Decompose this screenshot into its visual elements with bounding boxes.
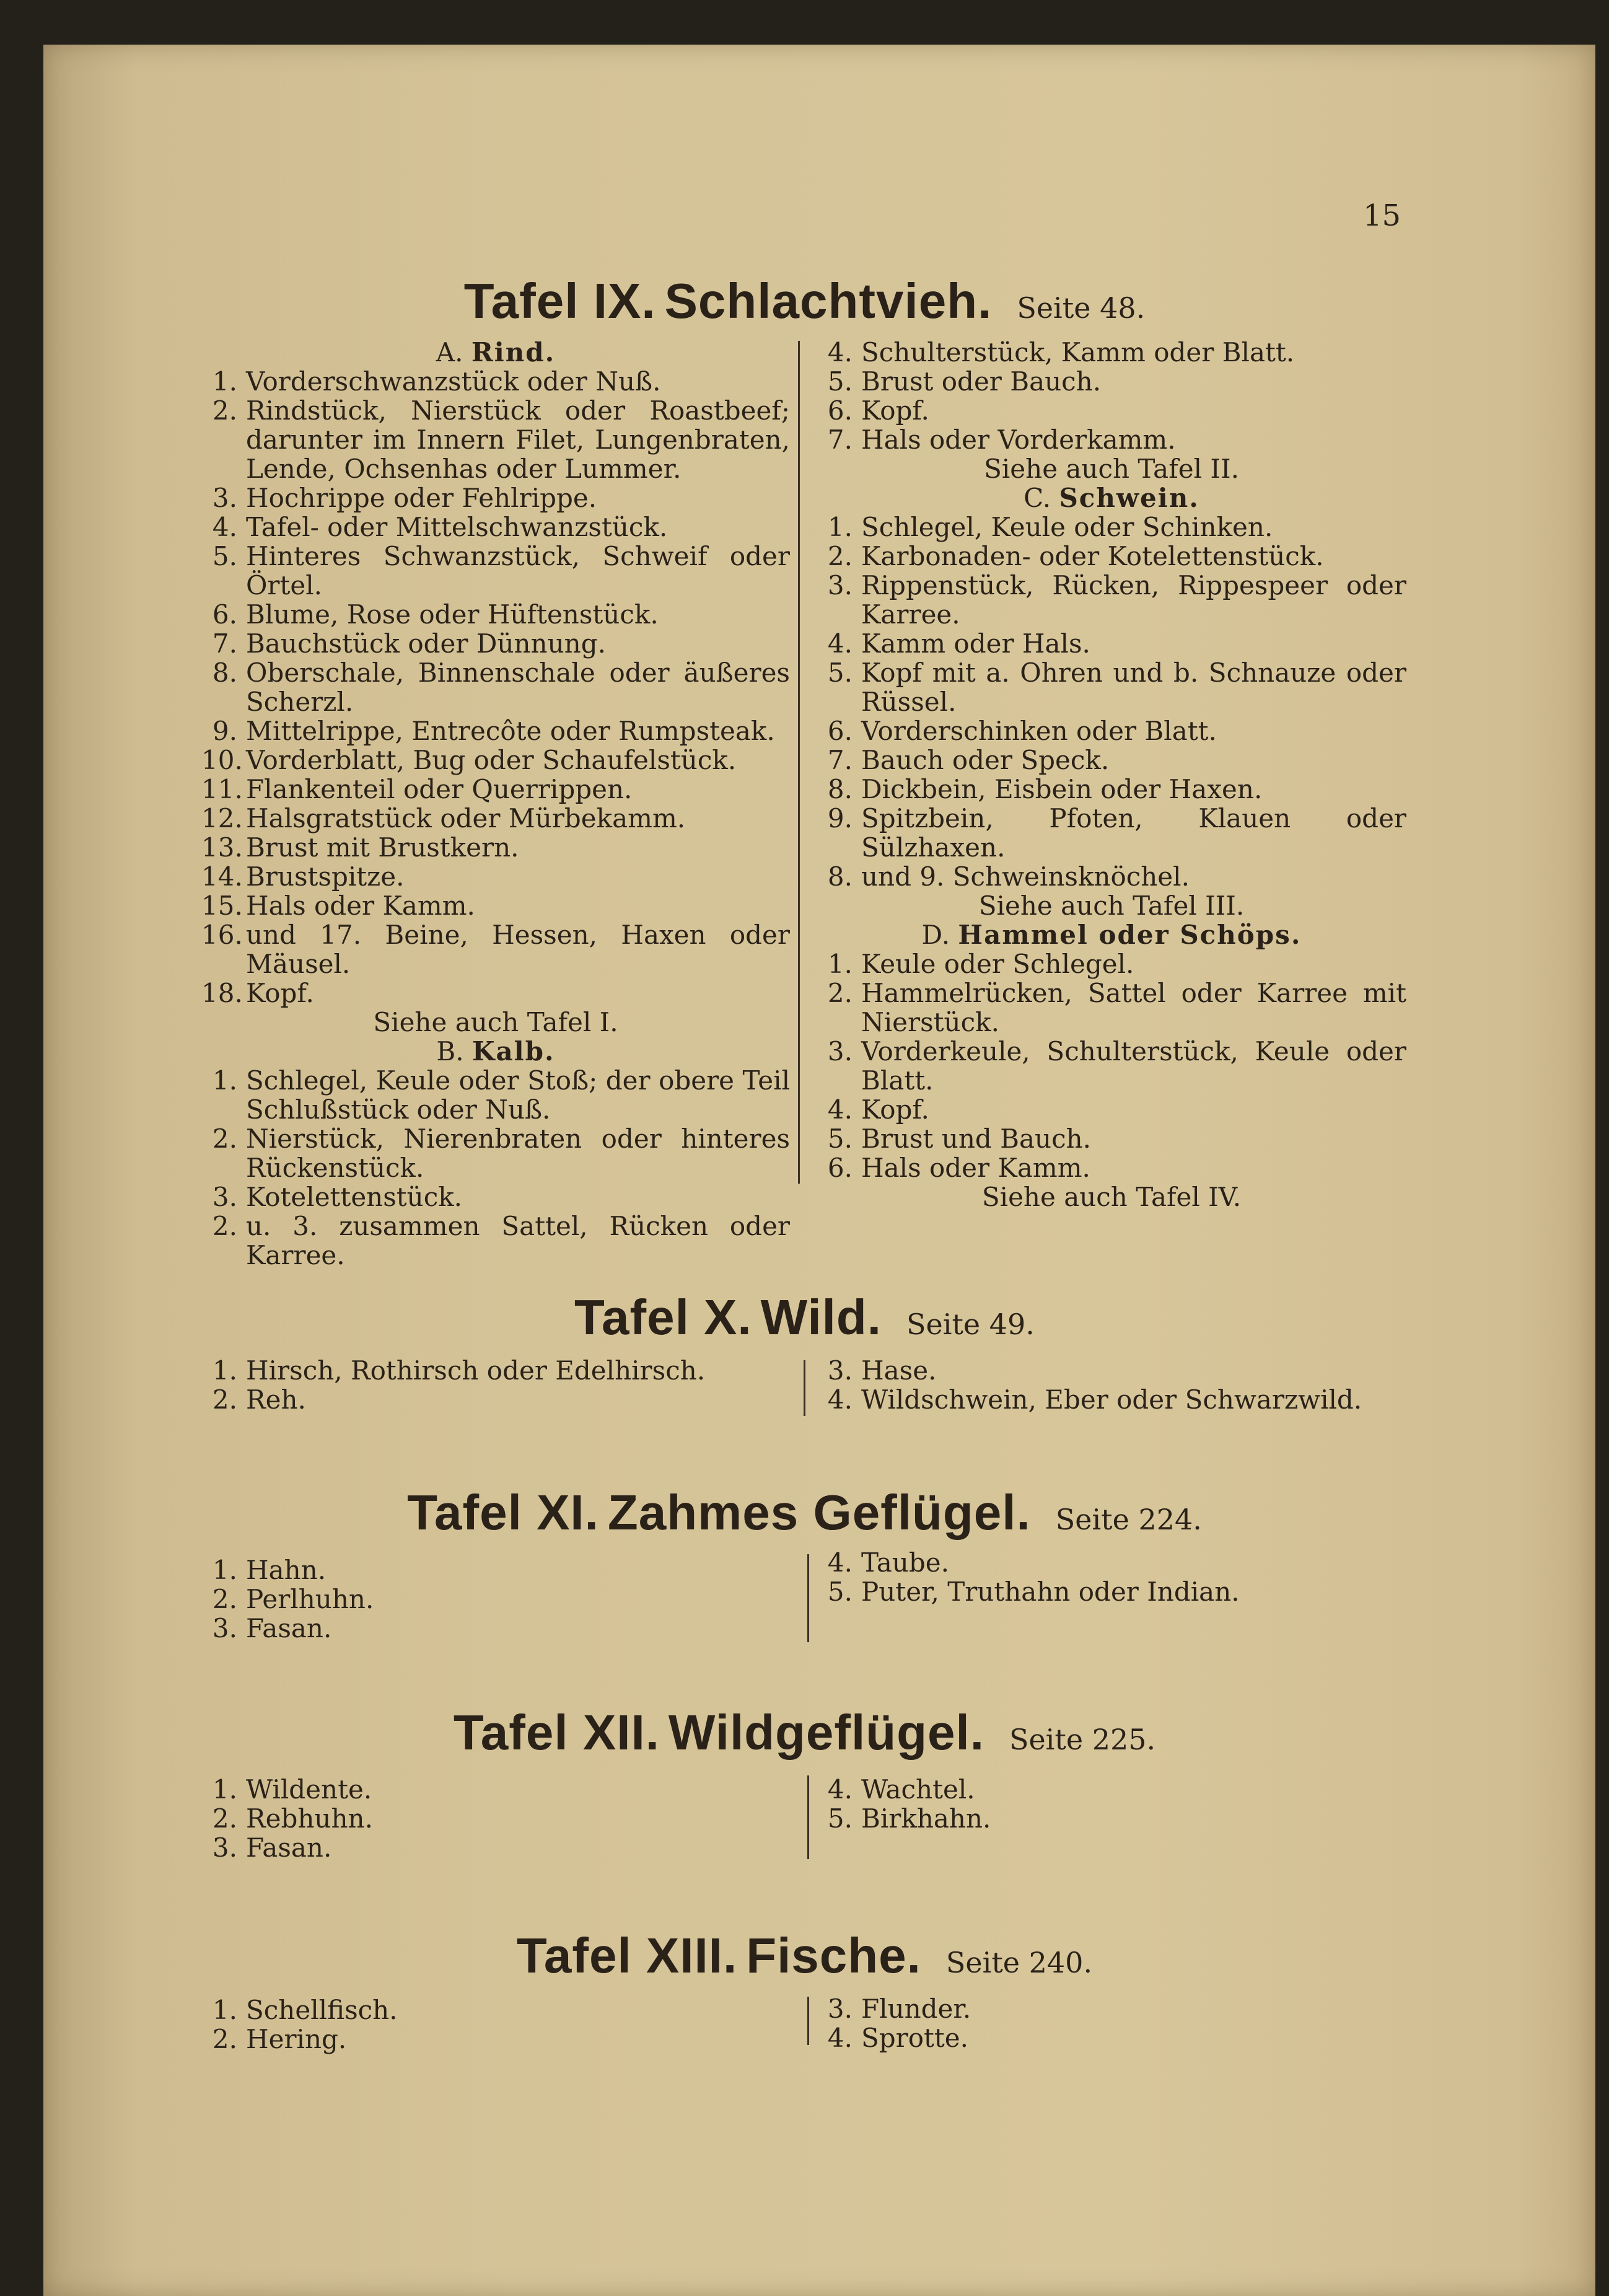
list-item <box>201 833 790 862</box>
list-item <box>817 2023 1436 2052</box>
tafel-name: Wildgeflügel. <box>668 1705 984 1760</box>
column-divider <box>807 1554 809 1642</box>
subsection-letter: B. <box>436 1036 464 1067</box>
item-number: 5. <box>827 1124 853 1154</box>
right-column <box>817 338 1406 1212</box>
column-divider <box>798 341 800 1184</box>
item-text: Fasan. <box>246 1613 332 1643</box>
list-item <box>817 1804 1436 1833</box>
subsection-letter: D. <box>921 920 950 950</box>
subsection-name: Rind. <box>471 337 556 367</box>
item-number: 2. <box>212 1803 237 1834</box>
item-text: Sprotte. <box>861 2023 968 2053</box>
item-text: Rippenstück, Rücken, Rippespeer oder Karree. <box>861 570 1406 630</box>
list-item <box>817 542 1406 571</box>
list-item <box>817 396 1406 425</box>
list-item <box>817 1994 1436 2023</box>
section-title <box>0 1927 1609 1984</box>
item-number: 2. <box>212 1584 237 1614</box>
right-column <box>817 1775 1436 1833</box>
item-text: Hochrippe oder Fehlrippe. <box>246 483 597 513</box>
list-item <box>201 1182 790 1212</box>
left-column <box>201 338 790 1270</box>
list-item <box>817 425 1406 454</box>
item-text: Birkhahn. <box>861 1803 991 1834</box>
item-text: und 9. Schweinsknöchel. <box>861 861 1190 892</box>
list-item <box>817 1095 1406 1124</box>
item-text: Vorderkeule, Schulterstück, Keule oder Blatt. <box>861 1036 1406 1096</box>
subsection-letter: C. <box>1024 483 1051 513</box>
item-text: Hase. <box>861 1355 937 1386</box>
item-text: Keule oder Schlegel. <box>861 949 1134 979</box>
subsection-name: Kalb. <box>471 1036 555 1067</box>
list-item <box>201 746 790 775</box>
item-number: 7. <box>827 424 853 455</box>
item-number: 2. <box>212 2024 237 2054</box>
item-text: Flankenteil oder Querrippen. <box>246 774 633 804</box>
tafel-name: Fische. <box>746 1928 921 1983</box>
item-text: Wachtel. <box>861 1774 975 1805</box>
item-text: Hals oder Vorderkamm. <box>861 424 1176 455</box>
item-number: 1. <box>212 1995 237 2025</box>
list-item <box>201 600 790 629</box>
page-number: 15 <box>1363 198 1401 233</box>
item-number: 2. <box>212 395 237 426</box>
list-item <box>817 338 1406 367</box>
item-number: 1. <box>212 1065 237 1096</box>
item-text: Kamm oder Hals. <box>861 628 1090 659</box>
item-number: 10. <box>201 745 243 775</box>
item-number: 5. <box>827 1577 853 1607</box>
item-number: 12. <box>201 803 243 834</box>
item-number: 3. <box>827 570 853 600</box>
list-item <box>201 775 790 804</box>
page-reference: Seite 48. <box>1017 291 1146 325</box>
item-text: Mittelrippe, Entrecôte oder Rumpsteak. <box>246 716 775 746</box>
item-number: 5. <box>827 658 853 688</box>
item-text: Hammelrücken, Sattel oder Karree mit Nierstück. <box>861 978 1406 1037</box>
see-also-reference: Siehe auch Tafel III. <box>978 891 1245 921</box>
subsection-heading <box>817 483 1406 512</box>
item-text: Oberschale, Binnenschale oder äußeres Scherzl. <box>246 658 790 717</box>
list-item <box>201 367 790 396</box>
tafel-name: Wild. <box>760 1290 882 1345</box>
right-column <box>817 1548 1436 1606</box>
page-reference: Seite 224. <box>1055 1503 1202 1536</box>
item-number: 8. <box>212 658 237 688</box>
list-item <box>201 1356 790 1385</box>
list-item <box>201 1614 790 1643</box>
list-item <box>201 512 790 542</box>
tafel-number: Tafel XI. <box>407 1485 599 1540</box>
item-number: 4. <box>827 1547 853 1578</box>
tafel-number: Tafel XIII. <box>516 1928 738 1983</box>
list-item <box>201 1555 790 1585</box>
item-text: Fasan. <box>246 1832 332 1863</box>
item-text: Bauch oder Speck. <box>861 745 1110 775</box>
list-item <box>201 483 790 512</box>
item-number: 7. <box>827 745 853 775</box>
column-divider <box>807 1997 809 2045</box>
item-text: Hals oder Kamm. <box>861 1153 1090 1183</box>
item-number: 1. <box>212 1555 237 1585</box>
item-text: Wildschwein, Eber oder Schwarzwild. <box>861 1384 1362 1415</box>
section-title <box>0 1484 1609 1541</box>
list-item <box>817 658 1406 716</box>
list-item <box>817 862 1406 891</box>
item-number: 8. <box>827 861 853 892</box>
item-number: 13. <box>201 832 243 863</box>
list-item <box>817 716 1406 746</box>
item-text: Kopf. <box>861 1094 929 1125</box>
list-item <box>817 1124 1406 1153</box>
item-number: 1. <box>827 512 853 542</box>
item-text: Reh. <box>246 1384 306 1415</box>
item-text: Kopf. <box>246 978 314 1008</box>
left-column <box>201 1775 790 1862</box>
item-text: Hering. <box>246 2024 347 2054</box>
list-item <box>201 891 790 920</box>
item-number: 16. <box>201 920 243 950</box>
list-item <box>817 1037 1406 1095</box>
list-item <box>817 746 1406 775</box>
list-item <box>817 775 1406 804</box>
tafel-number: Tafel XII. <box>453 1705 660 1760</box>
subsection-heading <box>201 1037 790 1066</box>
list-item <box>201 979 790 1008</box>
item-text: Hahn. <box>246 1555 327 1585</box>
item-number: 6. <box>827 716 853 746</box>
item-number: 1. <box>827 949 853 979</box>
list-item <box>817 1775 1436 1804</box>
item-text: Brust mit Brustkern. <box>246 832 519 863</box>
item-number: 2. <box>212 1384 237 1415</box>
item-text: Kopf. <box>861 395 929 426</box>
item-text: Dickbein, Eisbein oder Haxen. <box>861 774 1263 804</box>
subsection-name: Hammel oder Schöps. <box>958 920 1302 950</box>
item-text: Blume, Rose oder Hüftenstück. <box>246 599 659 630</box>
tafel-name: Schlachtvieh. <box>664 273 993 328</box>
item-number: 2. <box>212 1211 237 1241</box>
tafel-number: Tafel X. <box>574 1290 752 1345</box>
item-number: 4. <box>827 2023 853 2053</box>
list-item <box>201 1585 790 1614</box>
left-column <box>201 1356 790 1414</box>
tafel-name: Zahmes Geflügel. <box>607 1485 1031 1540</box>
list-item <box>817 571 1406 629</box>
item-text: Perlhuhn. <box>246 1584 374 1614</box>
item-number: 5. <box>827 1803 853 1834</box>
item-number: 1. <box>212 1355 237 1386</box>
item-text: Kotelettenstück. <box>246 1182 463 1212</box>
item-text: Puter, Truthahn oder Indian. <box>861 1577 1240 1607</box>
list-item <box>201 542 790 600</box>
item-number: 3. <box>212 1182 237 1212</box>
subsection-heading <box>817 920 1406 949</box>
item-number: 4. <box>827 1094 853 1125</box>
list-item <box>817 512 1406 542</box>
item-number: 4. <box>827 337 853 367</box>
right-column <box>817 1356 1436 1414</box>
item-text: Nierstück, Nierenbraten oder hinteres Rückenstück. <box>246 1124 790 1183</box>
item-number: 3. <box>212 1613 237 1643</box>
see-also-reference: Siehe auch Tafel II. <box>984 454 1239 484</box>
list-item <box>201 1995 790 2025</box>
item-text: Bauchstück oder Dünnung. <box>246 628 606 659</box>
list-item <box>817 1385 1436 1414</box>
item-number: 1. <box>212 1774 237 1805</box>
item-text: Hals oder Kamm. <box>246 891 475 921</box>
item-text: Flunder. <box>861 1994 971 2024</box>
see-also-reference: Siehe auch Tafel IV. <box>981 1182 1242 1212</box>
item-number: 5. <box>212 541 237 571</box>
item-text: Taube. <box>861 1547 949 1578</box>
list-item <box>817 804 1406 862</box>
list-item <box>201 396 790 483</box>
subsection-letter: A. <box>436 337 463 367</box>
item-number: 6. <box>212 599 237 630</box>
see-also-reference: Siehe auch Tafel I. <box>373 1007 618 1037</box>
section-title <box>0 273 1609 330</box>
item-number: 3. <box>827 1994 853 2024</box>
item-text: Brust und Bauch. <box>861 1124 1091 1154</box>
list-item <box>817 629 1406 658</box>
page-reference: Seite 49. <box>906 1308 1035 1341</box>
list-item <box>817 949 1406 979</box>
list-item <box>201 862 790 891</box>
item-text: Hinteres Schwanzstück, Schweif oder Örtel. <box>246 541 790 600</box>
item-text: Halsgratstück oder Mürbekamm. <box>246 803 686 834</box>
item-text: Schlegel, Keule oder Schinken. <box>861 512 1273 542</box>
item-text: Rindstück, Nierstück oder Roastbeef; darunter im Innern Filet, Lungenbraten, Lende, Ochsenhas oder Lummer. <box>246 395 790 484</box>
left-column <box>201 1995 790 2054</box>
page-reference: Seite 225. <box>1009 1723 1156 1756</box>
column-divider <box>807 1775 809 1859</box>
item-number: 3. <box>827 1355 853 1386</box>
right-column <box>817 1994 1436 2052</box>
item-number: 8. <box>827 774 853 804</box>
item-text: Karbonaden- oder Kotelettenstück. <box>861 541 1324 571</box>
item-number: 18. <box>201 978 243 1008</box>
item-number: 6. <box>827 1153 853 1183</box>
item-number: 4. <box>827 1774 853 1805</box>
item-number: 1. <box>212 366 237 397</box>
list-item <box>201 2025 790 2054</box>
tafel-number: Tafel IX. <box>463 273 656 328</box>
list-item <box>201 1124 790 1182</box>
left-column <box>201 1555 790 1643</box>
list-item <box>201 1212 790 1270</box>
list-item <box>201 658 790 716</box>
item-number: 5. <box>827 366 853 397</box>
item-text: Hirsch, Rothirsch oder Edelhirsch. <box>246 1355 706 1386</box>
item-text: Schlegel, Keule oder Stoß; der obere Teil Schlußstück oder Nuß. <box>246 1065 790 1125</box>
item-text: Spitzbein, Pfoten, Klauen oder Sülzhaxen. <box>861 803 1406 863</box>
item-number: 3. <box>212 483 237 513</box>
list-item <box>201 716 790 746</box>
item-number: 2. <box>212 1124 237 1154</box>
item-number: 9. <box>827 803 853 834</box>
page-reference: Seite 240. <box>945 1946 1093 1979</box>
item-number: 2. <box>827 978 853 1008</box>
item-number: 7. <box>212 628 237 659</box>
item-number: 2. <box>827 541 853 571</box>
item-text: Vorderschwanzstück oder Nuß. <box>246 366 661 397</box>
column-divider <box>804 1360 805 1416</box>
item-text: und 17. Beine, Hessen, Haxen oder Mäusel. <box>246 920 790 979</box>
list-item <box>201 1385 790 1414</box>
item-text: u. 3. zusammen Sattel, Rücken oder Karree. <box>246 1211 790 1270</box>
list-item <box>201 920 790 979</box>
subsection-heading <box>201 338 790 367</box>
item-number: 6. <box>827 395 853 426</box>
item-number: 11. <box>201 774 243 804</box>
section-title <box>0 1289 1609 1346</box>
item-number: 4. <box>827 628 853 659</box>
list-item <box>817 1153 1406 1182</box>
list-item <box>201 1066 790 1124</box>
item-number: 4. <box>212 512 237 542</box>
list-item <box>817 979 1406 1037</box>
item-number: 3. <box>827 1036 853 1067</box>
list-item <box>201 1775 790 1804</box>
item-text: Kopf mit a. Ohren und b. Schnauze oder Rüssel. <box>861 658 1406 717</box>
item-text: Wildente. <box>246 1774 372 1805</box>
item-text: Brustspitze. <box>246 861 405 892</box>
item-text: Schellfisch. <box>246 1995 398 2025</box>
item-text: Vorderschinken oder Blatt. <box>861 716 1217 746</box>
list-item <box>201 629 790 658</box>
list-item <box>817 1548 1436 1577</box>
list-item <box>817 1577 1436 1606</box>
list-item <box>201 804 790 833</box>
subsection-name: Schwein. <box>1059 483 1199 513</box>
item-text: Schulterstück, Kamm oder Blatt. <box>861 337 1295 367</box>
item-text: Tafel- oder Mittelschwanzstück. <box>246 512 668 542</box>
section-title <box>0 1704 1609 1761</box>
item-text: Rebhuhn. <box>246 1803 373 1834</box>
item-text: Brust oder Bauch. <box>861 366 1102 397</box>
list-item <box>817 1356 1436 1385</box>
list-item <box>201 1804 790 1833</box>
item-text: Vorderblatt, Bug oder Schaufelstück. <box>246 745 737 775</box>
item-number: 15. <box>201 891 243 921</box>
list-item <box>201 1833 790 1862</box>
item-number: 14. <box>201 861 243 892</box>
item-number: 9. <box>212 716 237 746</box>
item-number: 4. <box>827 1384 853 1415</box>
list-item <box>817 367 1406 396</box>
item-number: 3. <box>212 1832 237 1863</box>
